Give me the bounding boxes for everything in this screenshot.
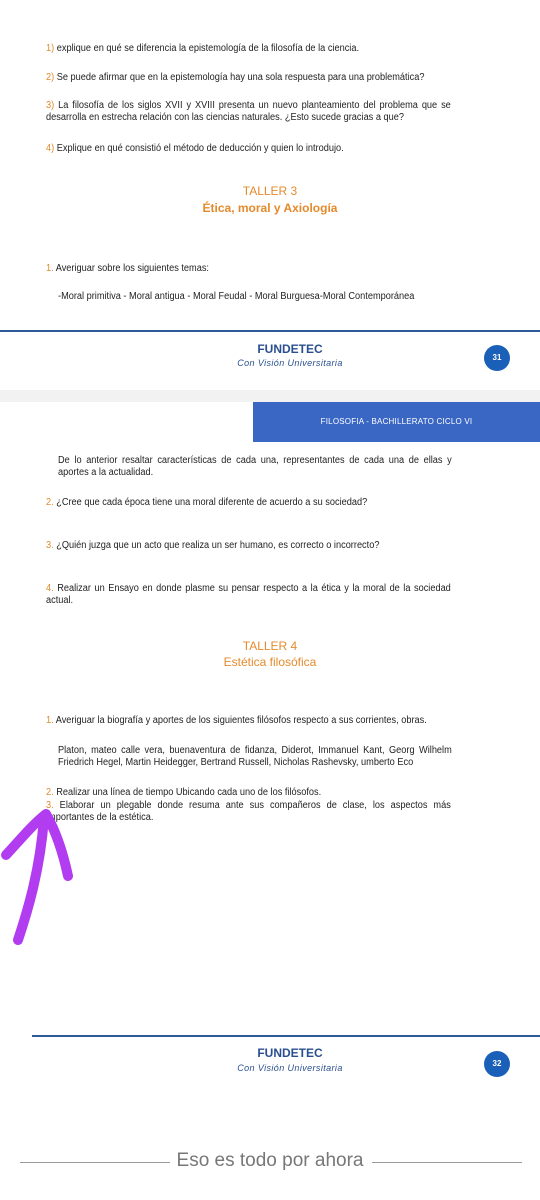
item-text: Elaborar un plegable donde resuma ante sus compañeros de clase, los aspectos más importantes de la estética.: [46, 800, 451, 823]
item-text: Averiguar la biografía y aportes de los siguientes filósofos respecto a sus corrientes, obras.: [55, 715, 427, 726]
item-text: ¿Quién juzga que un acto que realiza un ser humano, es correcto o incorrecto?: [56, 540, 380, 551]
caption: [0, 1150, 540, 1172]
taller-4-item-1: [46, 715, 451, 727]
arrow-annotation-icon: [0, 800, 90, 960]
taller-4-item-2: [46, 787, 451, 799]
taller-3-item-4: [46, 583, 451, 607]
question-number: 3): [46, 100, 55, 111]
item-text: ¿Cree que cada época tiene una moral diferente de acuerdo a su sociedad?: [56, 497, 368, 508]
question-text: explique en qué se diferencia la epistemología de la filosofía de la ciencia.: [56, 43, 360, 54]
question-text: La filosofía de los siglos XVII y XVIII presenta un nuevo planteamiento del problema que se desarrolla en estrecha relación con las ciencias naturales. ¿Esto sucede gracias a que?: [46, 100, 451, 123]
question-3: [46, 100, 451, 124]
taller-4-title: TALLER 4: [242, 639, 298, 653]
header-banner: FILOSOFIA - BACHILLERATO CICLO VI: [253, 402, 540, 442]
footer-tagline: Con Visión Universitaria: [237, 1063, 343, 1073]
footer-brand: FUNDETEC: [257, 1046, 323, 1060]
taller-3-item-2: [46, 497, 451, 509]
question-1: [46, 43, 451, 55]
item-text: Averiguar sobre los siguientes temas:: [55, 263, 209, 274]
taller-4-subtitle: Estética filosófica: [223, 655, 317, 669]
taller-3-item-1: [46, 263, 451, 275]
taller-3-title: TALLER 3: [242, 184, 298, 198]
page-number-badge: 31: [484, 345, 510, 371]
question-number: 1): [46, 43, 55, 54]
item-number: 4.: [46, 583, 54, 594]
taller-3-subtitle: Ética, moral y Axiología: [202, 201, 338, 215]
question-text: Explique en qué consistió el método de deducción y quien lo introdujo.: [56, 143, 344, 154]
item-number: 1.: [46, 263, 54, 274]
item-number: 3.: [46, 800, 54, 811]
footer-divider: [32, 1035, 540, 1037]
page-gap: [0, 390, 540, 402]
item-number: 1.: [46, 715, 54, 726]
footer-divider: [0, 330, 540, 332]
question-number: 2): [46, 72, 55, 83]
taller-4-item-3: [46, 800, 451, 824]
item-text: Realizar un Ensayo en donde plasme su pensar respecto a la ética y la moral de la sociedad actual.: [46, 583, 451, 606]
item-number: 2.: [46, 497, 54, 508]
footer-tagline: Con Visión Universitaria: [237, 358, 343, 368]
item-number: 3.: [46, 540, 54, 551]
taller-3-item-3: [46, 540, 451, 552]
item-number: 2.: [46, 787, 54, 798]
question-text: Se puede afirmar que en la epistemología hay una sola respuesta para una problemática?: [56, 72, 425, 83]
document-page-31: [0, 0, 540, 390]
item-text: Realizar una línea de tiempo Ubicando cada uno de los filósofos.: [56, 787, 322, 798]
philosophers-list: Platon, mateo calle vera, buenaventura de fidanza, Diderot, Immanuel Kant, Georg Wilhelm Friedrich Hegel, Martin Heidegger, Bertrand Russell, Nicholas Rashevsky, umberto Eco: [58, 745, 452, 768]
question-4: [46, 143, 451, 155]
question-2: [46, 72, 451, 84]
question-number: 4): [46, 143, 55, 154]
footer-brand: FUNDETEC: [257, 342, 323, 356]
intro-paragraph: De lo anterior resaltar características de cada una, representantes de cada una de ellas y aportes a la actualidad.: [58, 455, 452, 478]
caption-text: Eso es todo por ahora: [173, 1150, 368, 1171]
moral-topics: -Moral primitiva - Moral antigua - Moral Feudal - Moral Burguesa-Moral Contemporánea: [58, 291, 415, 302]
page-number-badge: 32: [484, 1051, 510, 1077]
